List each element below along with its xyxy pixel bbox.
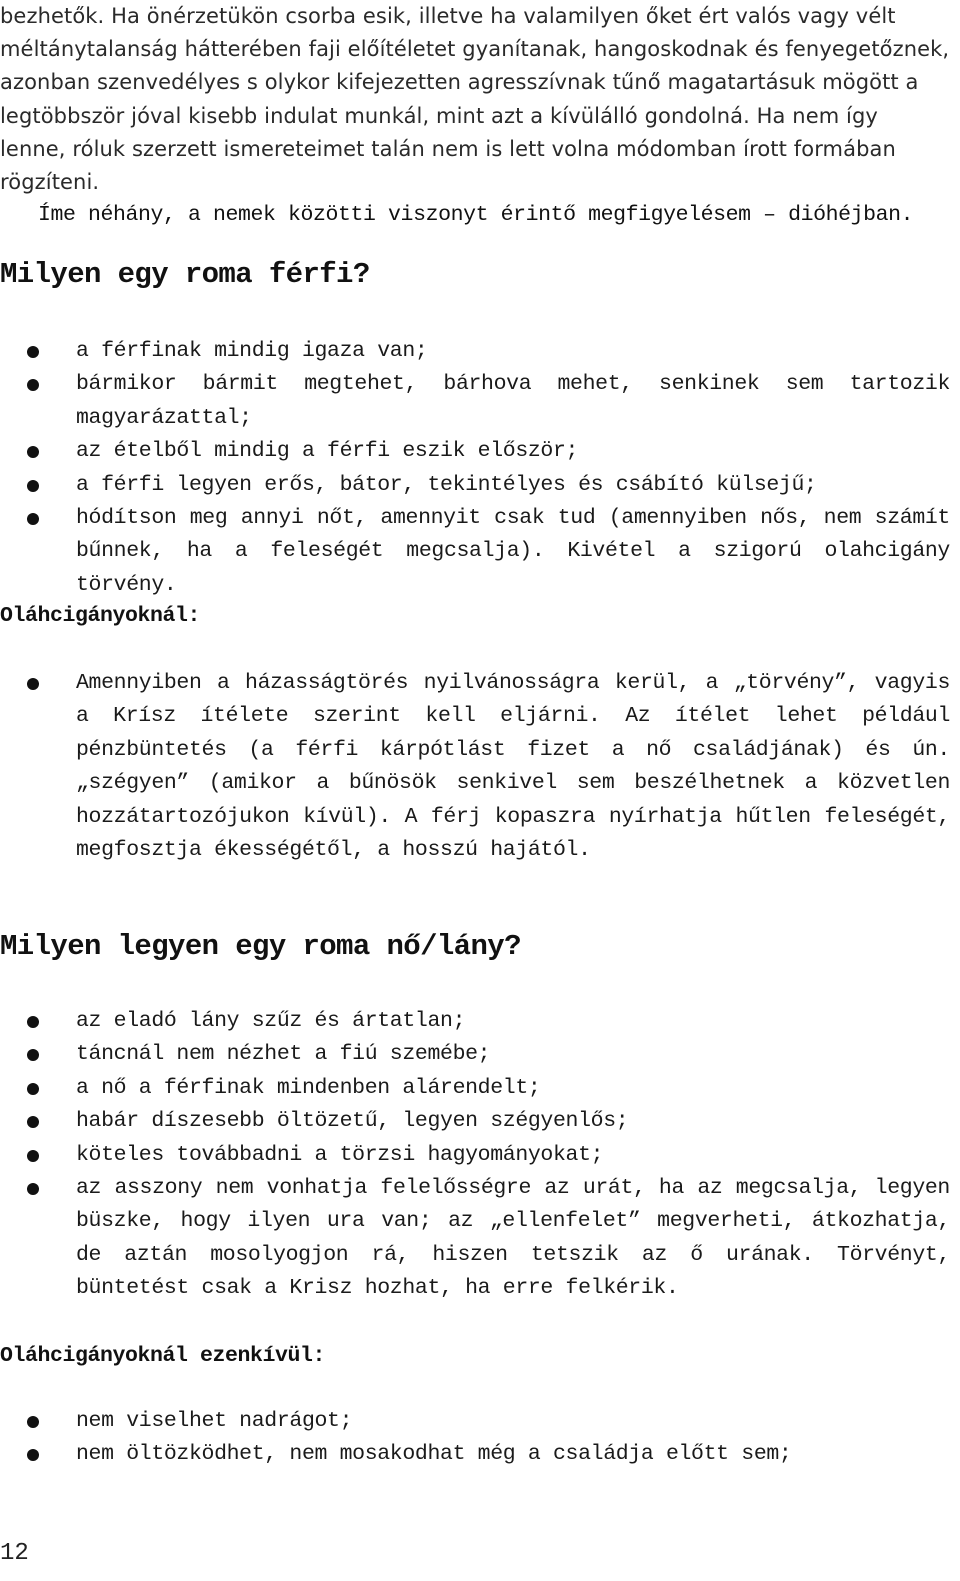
subheading-olah-cigany-extra: Oláhcigányoknál ezenkívül:	[0, 1344, 326, 1368]
list-item: a férfinak mindig igaza van;	[0, 335, 950, 368]
bullet-icon	[27, 1183, 39, 1195]
list-item: táncnál nem nézhet a fiú szemébe;	[0, 1038, 950, 1071]
list-item: az ételből mindig a férfi eszik először;	[0, 435, 950, 468]
bullet-icon	[27, 1449, 39, 1461]
page-number: 12	[0, 1540, 29, 1567]
bullet-icon	[27, 678, 39, 690]
subheading-olah-cigany: Oláhcigányoknál:	[0, 604, 201, 628]
list-item: a férfi legyen erős, bátor, tekintélyes és csábító külsejű;	[0, 469, 950, 502]
list-item: a nő a férfinak mindenben alárendelt;	[0, 1072, 950, 1105]
list-olah-cigany-law	[0, 667, 950, 867]
list-item: köteles továbbadni a törzsi hagyományokat;	[0, 1139, 950, 1172]
intro-summary-paragraph: Íme néhány, a nemek közötti viszonyt érintő megfigyelésem – dióhéjban.	[38, 203, 914, 228]
list-item: habár díszesebb öltözetű, legyen szégyenlős;	[0, 1105, 950, 1138]
bullet-icon	[27, 1049, 39, 1061]
heading-roma-woman: Milyen legyen egy roma nő/lány?	[0, 930, 521, 963]
bullet-icon	[27, 1083, 39, 1095]
bullet-icon	[27, 346, 39, 358]
bullet-icon	[27, 513, 39, 525]
bullet-icon	[27, 1016, 39, 1028]
bullet-icon	[27, 1116, 39, 1128]
heading-roma-man: Milyen egy roma férfi?	[0, 258, 370, 291]
list-item: Amennyiben a házasságtörés nyilvánosságra kerül, a „törvény”, vagyis a Krísz ítélete szerint kell eljárni. Az ítélet lehet például pénzbüntetés (a férfi kárpótlást fizet a nő családjának) és ún. „szégyen” (amikor a bűnösök senkivel sem beszélhetnek a közvetlen hozzátartozójukon kívül). A férj kopaszra nyírhatja hűtlen feleségét, megfosztja ékességétől, a hosszú hajától.	[0, 667, 950, 867]
list-roma-man	[0, 335, 950, 602]
list-item: hódítson meg annyi nőt, amennyit csak tud (amennyiben nős, nem számít bűnnek, ha a feleségét megcsalja). Kivétel a szigorú olahcigány törvény.	[0, 502, 950, 602]
bullet-icon	[27, 446, 39, 458]
list-roma-woman	[0, 1005, 950, 1306]
bullet-icon	[27, 480, 39, 492]
list-item: nem öltözködhet, nem mosakodhat még a családja előtt sem;	[0, 1438, 950, 1471]
bullet-icon	[27, 1150, 39, 1162]
list-item: az eladó lány szűz és ártatlan;	[0, 1005, 950, 1038]
intro-text	[0, 0, 950, 232]
bullet-icon	[27, 379, 39, 391]
bullet-icon	[27, 1416, 39, 1428]
list-item: bármikor bármit megtehet, bárhova mehet, senkinek sem tartozik magyarázattal;	[0, 368, 950, 435]
list-item: nem viselhet nadrágot;	[0, 1405, 950, 1438]
list-item: az asszony nem vonhatja felelősségre az urát, ha az megcsalja, legyen büszke, hogy ilyen ura van; az „ellenfelet” megverheti, átkozhatja, de aztán mosolyogjon rá, hiszen tetszik az ő urának. Törvényt, büntetést csak a Krisz hozhat, ha erre felkérik.	[0, 1172, 950, 1306]
list-olah-cigany-extra	[0, 1405, 950, 1472]
intro-paragraph: bezhetők. Ha önérzetükön csorba esik, illetve ha valamilyen őket ért valós vagy vélt méltánytalanság hátterében faji előítéletet gyanítanak, hangoskodnak és fenyegetőznek, azonban szenvedélyes s olykor kifejezetten agresszívnak tűnő magatartásuk mögött a legtöbbször jóval kisebb indulat munkál, mint azt a kívülálló gondolná. Ha nem így lenne, róluk szerzett ismereteimet talán nem is lett volna módomban írott formában rögzíteni.	[0, 4, 950, 195]
